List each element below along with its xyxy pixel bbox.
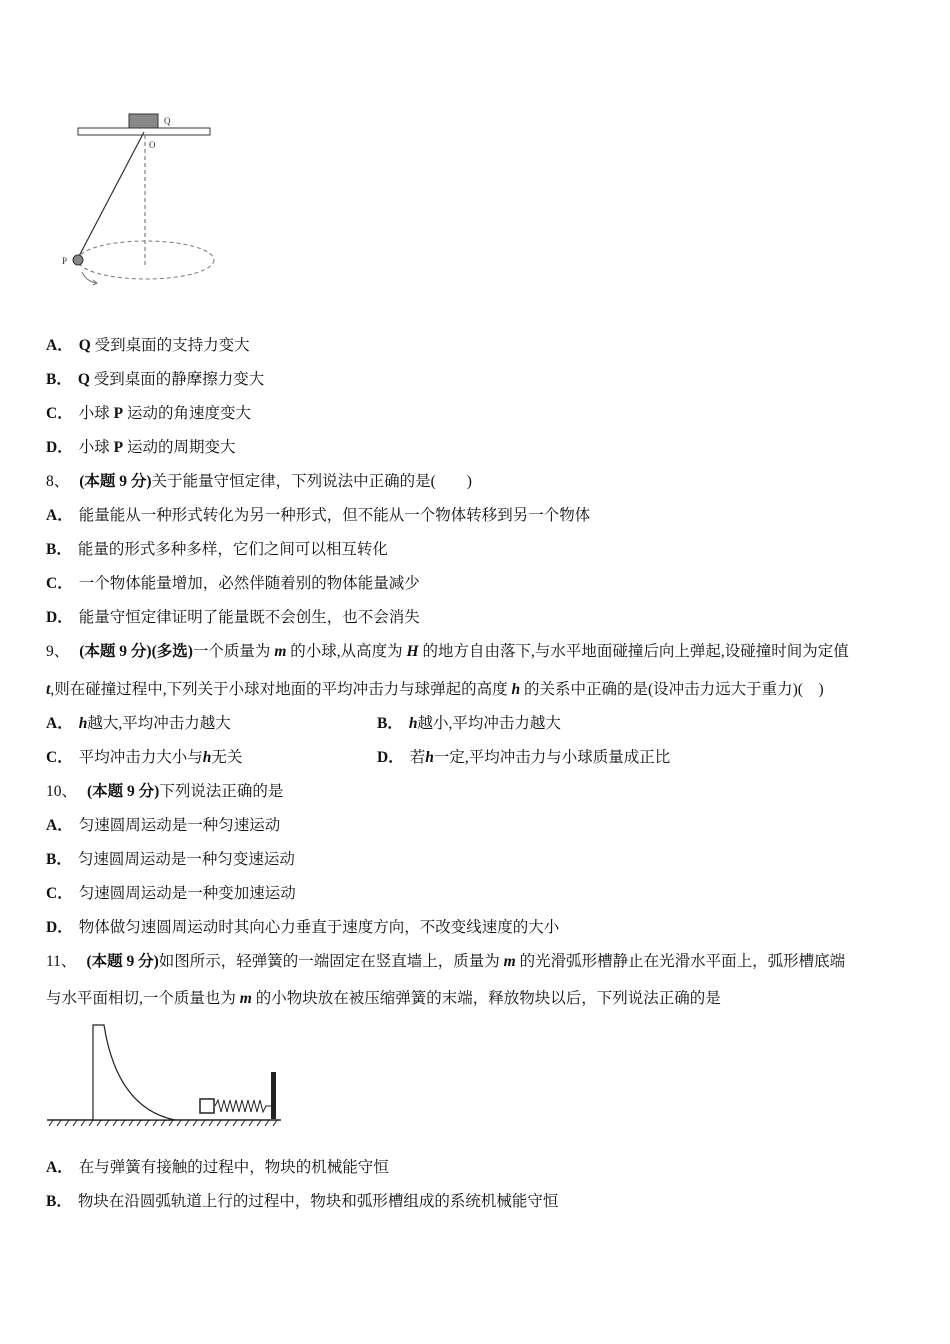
q11-option-b: B． 物块在沿圆弧轨道上行的过程中，物块和弧形槽组成的系统机械能守恒 <box>46 1193 559 1210</box>
small-block <box>200 1099 214 1113</box>
q9-option-b: B． h越小,平均冲击力越大 <box>377 715 561 732</box>
q11-stem-line2: 与水平面相切,一个质量也为 m 的小物块放在被压缩弹簧的末端，释放物块以后，下列说法正确的是 <box>46 990 721 1007</box>
q7-option-d: D． 小球 P 运动的周期变大 <box>46 439 236 456</box>
block-q <box>129 114 158 128</box>
rotation-arrow <box>82 272 96 283</box>
ball-p <box>73 255 83 265</box>
q10-option-d: D． 物体做匀速圆周运动时其向心力垂直于速度方向，不改变线速度的大小 <box>46 919 560 936</box>
q9-option-a: A． h越大,平均冲击力越大 <box>46 715 231 732</box>
q9-option-d: D． 若h一定,平均冲击力与小球质量成正比 <box>377 749 671 766</box>
pendulum-figure <box>60 105 230 295</box>
label-o: O <box>149 140 156 150</box>
q8-option-b: B． 能量的形式多种多样，它们之间可以相互转化 <box>46 541 388 558</box>
q7-option-a: A． Q 受到桌面的支持力变大 <box>46 337 250 354</box>
orbit <box>78 241 214 279</box>
q11-option-a: A． 在与弹簧有接触的过程中，物块的机械能守恒 <box>46 1159 389 1176</box>
arc-groove <box>93 1025 175 1120</box>
table-surface <box>78 128 210 135</box>
label-q: Q <box>164 116 171 126</box>
string <box>77 132 144 260</box>
arc-groove-spring-figure <box>45 1020 285 1132</box>
spring <box>215 1100 271 1112</box>
q7-option-c: C． 小球 P 运动的角速度变大 <box>46 405 251 422</box>
wall <box>271 1072 276 1119</box>
q11-stem-line1: 11、 (本题 9 分)如图所示，轻弹簧的一端固定在竖直墙上，质量为 m 的光滑弧形槽静止在光滑水平面上，弧形槽底端 <box>46 953 846 970</box>
q7-option-b: B． Q 受到桌面的静摩擦力变大 <box>46 371 265 388</box>
q8-option-c: C． 一个物体能量增加，必然伴随着别的物体能量减少 <box>46 575 420 592</box>
q8-stem: 8、 (本题 9 分)关于能量守恒定律，下列说法中正确的是( ) <box>46 473 472 490</box>
q10-option-a: A． 匀速圆周运动是一种匀速运动 <box>46 817 281 834</box>
ground-hatching <box>49 1120 277 1126</box>
q10-option-b: B． 匀速圆周运动是一种匀变速运动 <box>46 851 295 868</box>
q10-option-c: C． 匀速圆周运动是一种变加速运动 <box>46 885 296 902</box>
q9-stem-line2: t,则在碰撞过程中,下列关于小球对地面的平均冲击力与球弹起的高度 h 的关系中正确的是(设冲击力远大于重力)( ) <box>46 681 824 698</box>
q9-option-c: C． 平均冲击力大小与h无关 <box>46 749 243 766</box>
q8-option-d: D． 能量守恒定律证明了能量既不会创生，也不会消失 <box>46 609 420 626</box>
q8-option-a: A． 能量能从一种形式转化为另一种形式，但不能从一个物体转移到另一个物体 <box>46 507 591 524</box>
q10-stem: 10、 (本题 9 分)下列说法正确的是 <box>46 783 284 800</box>
label-p: P <box>62 256 68 266</box>
q9-stem-line1: 9、 (本题 9 分)(多选)一个质量为 m 的小球,从高度为 H 的地方自由落下,与水平地面碰撞后向上弹起,设碰撞时间为定值 <box>46 643 849 660</box>
